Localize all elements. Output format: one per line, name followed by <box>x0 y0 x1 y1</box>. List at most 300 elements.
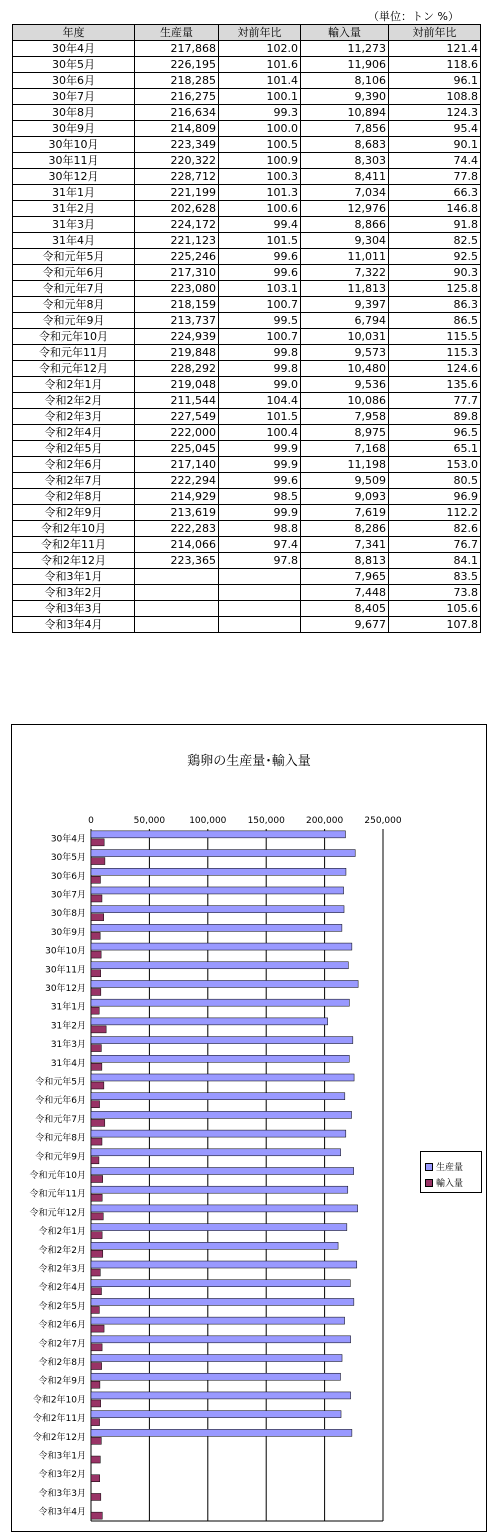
x-tick-label: 100,000 <box>189 816 227 826</box>
table-row <box>13 265 481 281</box>
cell-production-yoy <box>219 601 301 617</box>
cell-imports-yoy: 107.8 <box>389 617 481 633</box>
cell-production: 223,365 <box>135 553 219 569</box>
category-label: 令和2年6月 <box>38 1320 86 1331</box>
category-label: 令和元年5月 <box>35 1077 86 1088</box>
cell-production-yoy: 99.6 <box>219 265 301 281</box>
cell-period: 令和元年8月 <box>13 297 135 313</box>
cell-production: 218,285 <box>135 73 219 89</box>
cell-production-yoy: 99.8 <box>219 361 301 377</box>
cell-imports: 7,341 <box>301 537 389 553</box>
cell-production-yoy <box>219 617 301 633</box>
legend-label-production: 生産量 <box>436 1163 464 1173</box>
cell-production-yoy: 98.5 <box>219 489 301 505</box>
cell-production: 221,123 <box>135 233 219 249</box>
legend-swatch-production <box>425 1163 433 1171</box>
cell-period: 30年7月 <box>13 89 135 105</box>
chart-title: 鶏卵の生産量･輸入量 <box>187 754 311 769</box>
table-row <box>13 601 481 617</box>
cell-production-yoy: 99.9 <box>219 505 301 521</box>
cell-imports: 7,856 <box>301 121 389 137</box>
bar-imports <box>91 951 101 958</box>
header-production: 生産量 <box>135 25 219 41</box>
cell-imports: 8,303 <box>301 153 389 169</box>
table-header-row <box>13 25 481 41</box>
table-row <box>13 617 481 633</box>
cell-imports-yoy: 125.8 <box>389 281 481 297</box>
category-label: 30年6月 <box>50 871 86 882</box>
cell-production: 224,172 <box>135 217 219 233</box>
category-label: 30年10月 <box>45 946 86 957</box>
cell-imports: 9,509 <box>301 473 389 489</box>
table-row <box>13 137 481 153</box>
cell-imports-yoy: 115.3 <box>389 345 481 361</box>
cell-imports: 9,677 <box>301 617 389 633</box>
cell-production-yoy: 99.6 <box>219 473 301 489</box>
cell-imports: 9,536 <box>301 377 389 393</box>
bar-production <box>91 1130 346 1137</box>
cell-production: 221,199 <box>135 185 219 201</box>
bar-production <box>91 1186 348 1193</box>
category-label: 令和元年12月 <box>29 1208 86 1219</box>
bar-production <box>91 1111 352 1118</box>
cell-imports-yoy: 86.5 <box>389 313 481 329</box>
category-label: 令和元年9月 <box>35 1152 86 1163</box>
table-row <box>13 169 481 185</box>
cell-period: 令和2年1月 <box>13 377 135 393</box>
cell-production-yoy: 100.9 <box>219 153 301 169</box>
x-tick-label: 0 <box>88 816 94 826</box>
cell-imports-yoy: 92.5 <box>389 249 481 265</box>
bar-production <box>91 1392 351 1399</box>
cell-production-yoy: 99.5 <box>219 313 301 329</box>
bar-production <box>91 1317 345 1324</box>
cell-production <box>135 569 219 585</box>
bar-production <box>91 1411 341 1418</box>
cell-imports: 7,322 <box>301 265 389 281</box>
cell-production-yoy: 102.0 <box>219 41 301 57</box>
cell-period: 30年8月 <box>13 105 135 121</box>
category-label: 令和2年1月 <box>38 1227 86 1238</box>
cell-production-yoy: 101.5 <box>219 233 301 249</box>
cell-imports-yoy: 121.4 <box>389 41 481 57</box>
cell-imports-yoy: 77.8 <box>389 169 481 185</box>
cell-imports: 9,304 <box>301 233 389 249</box>
table-row <box>13 57 481 73</box>
chart-categories <box>30 832 86 1517</box>
bar-imports <box>91 839 104 846</box>
category-label: 令和2年7月 <box>38 1339 86 1350</box>
table-row <box>13 281 481 297</box>
bar-imports <box>91 1213 103 1220</box>
cell-production: 216,634 <box>135 105 219 121</box>
category-label: 令和元年10月 <box>29 1171 86 1181</box>
header-imports-yoy: 対前年比 <box>389 25 481 41</box>
table-row <box>13 377 481 393</box>
cell-production-yoy: 99.6 <box>219 249 301 265</box>
cell-production-yoy: 101.5 <box>219 409 301 425</box>
cell-period: 令和3年2月 <box>13 585 135 601</box>
category-label: 令和2年5月 <box>38 1301 86 1312</box>
cell-period: 令和元年10月 <box>13 329 135 345</box>
cell-production: 217,868 <box>135 41 219 57</box>
bar-imports <box>91 1288 101 1295</box>
cell-imports: 8,405 <box>301 601 389 617</box>
cell-imports-yoy: 66.3 <box>389 185 481 201</box>
table-row <box>13 537 481 553</box>
cell-imports: 8,411 <box>301 169 389 185</box>
cell-imports-yoy: 86.3 <box>389 297 481 313</box>
cell-imports-yoy: 105.6 <box>389 601 481 617</box>
table-row <box>13 201 481 217</box>
cell-imports: 8,286 <box>301 521 389 537</box>
table-row <box>13 249 481 265</box>
table-row <box>13 233 481 249</box>
cell-period: 令和2年10月 <box>13 521 135 537</box>
chart-bars <box>91 831 358 1519</box>
cell-imports: 10,894 <box>301 105 389 121</box>
cell-production: 224,939 <box>135 329 219 345</box>
cell-period: 30年5月 <box>13 57 135 73</box>
category-label: 30年11月 <box>45 965 86 976</box>
bar-imports <box>91 858 105 865</box>
bar-imports <box>91 1007 99 1014</box>
cell-production-yoy: 99.8 <box>219 345 301 361</box>
cell-imports-yoy: 124.3 <box>389 105 481 121</box>
bar-imports <box>91 1419 100 1426</box>
cell-production: 217,310 <box>135 265 219 281</box>
cell-imports-yoy: 89.8 <box>389 409 481 425</box>
cell-production: 228,292 <box>135 361 219 377</box>
cell-imports: 11,813 <box>301 281 389 297</box>
cell-production: 211,544 <box>135 393 219 409</box>
bar-imports <box>91 1138 102 1145</box>
cell-imports-yoy: 77.7 <box>389 393 481 409</box>
cell-period: 令和3年4月 <box>13 617 135 633</box>
category-label: 30年8月 <box>50 909 86 920</box>
cell-period: 令和元年6月 <box>13 265 135 281</box>
table-row <box>13 329 481 345</box>
table-row <box>13 73 481 89</box>
bar-imports <box>91 1082 104 1089</box>
category-label: 31年2月 <box>50 1021 86 1032</box>
bar-imports <box>91 1363 102 1370</box>
x-tick-label: 250,000 <box>364 816 402 826</box>
category-label: 令和3年2月 <box>38 1470 86 1481</box>
unit-note: （単位：トン %） <box>368 10 459 23</box>
bar-production <box>91 1261 357 1268</box>
table-row <box>13 489 481 505</box>
bar-production <box>91 868 346 875</box>
cell-imports-yoy: 83.5 <box>389 569 481 585</box>
bar-production <box>91 943 352 950</box>
cell-imports-yoy: 108.8 <box>389 89 481 105</box>
category-label: 令和2年9月 <box>38 1376 86 1387</box>
cell-period: 令和元年11月 <box>13 345 135 361</box>
cell-period: 30年6月 <box>13 73 135 89</box>
cell-production-yoy: 101.6 <box>219 57 301 73</box>
cell-period: 令和2年2月 <box>13 393 135 409</box>
cell-period: 令和3年1月 <box>13 569 135 585</box>
bar-production <box>91 906 344 913</box>
cell-imports: 10,031 <box>301 329 389 345</box>
cell-imports-yoy: 96.5 <box>389 425 481 441</box>
category-label: 令和2年11月 <box>32 1414 86 1425</box>
cell-production: 225,045 <box>135 441 219 457</box>
cell-production: 222,000 <box>135 425 219 441</box>
bar-imports <box>91 1232 102 1239</box>
category-label: 令和元年7月 <box>35 1114 86 1125</box>
cell-production-yoy: 99.9 <box>219 457 301 473</box>
bar-production <box>91 1298 354 1305</box>
cell-period: 30年10月 <box>13 137 135 153</box>
cell-period: 令和2年5月 <box>13 441 135 457</box>
cell-production-yoy: 100.0 <box>219 121 301 137</box>
bar-imports <box>91 970 101 977</box>
category-label: 30年9月 <box>50 927 86 938</box>
cell-production: 225,246 <box>135 249 219 265</box>
cell-imports: 11,198 <box>301 457 389 473</box>
category-label: 令和2年2月 <box>38 1245 86 1256</box>
bar-imports <box>91 1493 101 1500</box>
cell-imports-yoy: 95.4 <box>389 121 481 137</box>
bar-imports <box>91 876 100 883</box>
table-row <box>13 393 481 409</box>
legend-swatch-imports <box>425 1179 433 1187</box>
category-label: 30年7月 <box>50 890 86 901</box>
bar-production <box>91 1074 354 1081</box>
cell-imports-yoy: 76.7 <box>389 537 481 553</box>
cell-production-yoy: 100.4 <box>219 425 301 441</box>
cell-imports-yoy: 153.0 <box>389 457 481 473</box>
cell-production <box>135 585 219 601</box>
bar-imports <box>91 1045 101 1052</box>
header-imports: 輸入量 <box>301 25 389 41</box>
bar-production <box>91 831 345 838</box>
cell-imports: 12,976 <box>301 201 389 217</box>
category-label: 30年4月 <box>50 834 86 845</box>
cell-imports-yoy: 80.5 <box>389 473 481 489</box>
category-label: 30年12月 <box>45 983 86 994</box>
cell-period: 令和2年3月 <box>13 409 135 425</box>
bar-production <box>91 850 355 857</box>
chart-legend <box>420 1151 482 1193</box>
table-row <box>13 41 481 57</box>
cell-imports-yoy: 82.5 <box>389 233 481 249</box>
cell-imports-yoy: 84.1 <box>389 553 481 569</box>
category-label: 31年3月 <box>50 1040 86 1051</box>
cell-production: 214,066 <box>135 537 219 553</box>
cell-production: 227,549 <box>135 409 219 425</box>
data-table <box>12 24 481 633</box>
cell-imports-yoy: 118.6 <box>389 57 481 73</box>
category-label: 30年5月 <box>50 853 86 864</box>
cell-imports: 10,086 <box>301 393 389 409</box>
legend-label-imports: 輸入量 <box>436 1179 464 1189</box>
cell-production: 228,712 <box>135 169 219 185</box>
table-row <box>13 345 481 361</box>
cell-period: 令和3年3月 <box>13 601 135 617</box>
cell-production: 213,619 <box>135 505 219 521</box>
bar-imports <box>91 1101 100 1108</box>
cell-imports-yoy: 146.8 <box>389 201 481 217</box>
cell-production: 223,080 <box>135 281 219 297</box>
table-row <box>13 313 481 329</box>
cell-production: 220,322 <box>135 153 219 169</box>
bar-imports <box>91 1194 102 1201</box>
cell-imports: 9,397 <box>301 297 389 313</box>
cell-imports: 8,866 <box>301 217 389 233</box>
cell-imports: 7,034 <box>301 185 389 201</box>
bar-imports <box>91 1176 103 1183</box>
cell-imports: 8,106 <box>301 73 389 89</box>
table-row <box>13 457 481 473</box>
category-label: 令和3年1月 <box>38 1451 86 1462</box>
legend-item-imports <box>425 1176 463 1189</box>
cell-production: 219,848 <box>135 345 219 361</box>
bar-imports <box>91 1344 102 1351</box>
bar-imports <box>91 988 101 995</box>
table-row <box>13 153 481 169</box>
cell-production: 226,195 <box>135 57 219 73</box>
cell-production: 214,809 <box>135 121 219 137</box>
table-row <box>13 105 481 121</box>
cell-production <box>135 617 219 633</box>
cell-production-yoy: 100.7 <box>219 297 301 313</box>
cell-period: 令和元年5月 <box>13 249 135 265</box>
bar-imports <box>91 1475 100 1482</box>
bar-production <box>91 980 358 987</box>
cell-production-yoy: 101.4 <box>219 73 301 89</box>
cell-production-yoy: 99.4 <box>219 217 301 233</box>
cell-period: 令和2年8月 <box>13 489 135 505</box>
cell-period: 令和2年11月 <box>13 537 135 553</box>
cell-imports: 11,906 <box>301 57 389 73</box>
cell-production: 202,628 <box>135 201 219 217</box>
cell-imports: 10,480 <box>301 361 389 377</box>
cell-production-yoy: 100.5 <box>219 137 301 153</box>
cell-production-yoy: 99.3 <box>219 105 301 121</box>
cell-period: 30年9月 <box>13 121 135 137</box>
bar-imports <box>91 1381 100 1388</box>
cell-imports: 8,975 <box>301 425 389 441</box>
cell-production-yoy: 103.1 <box>219 281 301 297</box>
bar-imports <box>91 1063 102 1070</box>
cell-imports-yoy: 124.6 <box>389 361 481 377</box>
cell-production-yoy <box>219 569 301 585</box>
category-label: 令和2年8月 <box>38 1358 86 1369</box>
bar-imports <box>91 1437 101 1444</box>
table-row <box>13 89 481 105</box>
cell-production: 214,929 <box>135 489 219 505</box>
cell-imports-yoy: 65.1 <box>389 441 481 457</box>
cell-production-yoy: 100.7 <box>219 329 301 345</box>
table-row <box>13 297 481 313</box>
table-row <box>13 521 481 537</box>
bar-imports <box>91 1400 101 1407</box>
cell-production-yoy: 98.8 <box>219 521 301 537</box>
cell-period: 31年3月 <box>13 217 135 233</box>
cell-imports-yoy: 90.3 <box>389 265 481 281</box>
category-label: 令和元年11月 <box>29 1189 86 1200</box>
bar-production <box>91 1149 341 1156</box>
cell-imports: 7,619 <box>301 505 389 521</box>
cell-production-yoy: 99.9 <box>219 441 301 457</box>
bar-imports <box>91 1119 105 1126</box>
bar-production <box>91 1205 358 1212</box>
table-row <box>13 361 481 377</box>
x-tick-label: 50,000 <box>133 816 166 826</box>
cell-production: 219,048 <box>135 377 219 393</box>
category-label: 令和元年6月 <box>35 1096 86 1107</box>
cell-period: 30年11月 <box>13 153 135 169</box>
bar-imports <box>91 914 104 921</box>
cell-production-yoy: 104.4 <box>219 393 301 409</box>
bar-imports <box>91 1250 103 1257</box>
bar-production <box>91 1336 351 1343</box>
category-label: 31年4月 <box>50 1058 86 1069</box>
table-row <box>13 585 481 601</box>
cell-production-yoy: 97.8 <box>219 553 301 569</box>
cell-period: 31年1月 <box>13 185 135 201</box>
cell-imports: 7,168 <box>301 441 389 457</box>
cell-imports: 11,011 <box>301 249 389 265</box>
cell-imports-yoy: 82.6 <box>389 521 481 537</box>
cell-imports-yoy: 90.1 <box>389 137 481 153</box>
cell-period: 令和2年12月 <box>13 553 135 569</box>
chart-area <box>11 724 487 1532</box>
table-row <box>13 217 481 233</box>
cell-period: 30年12月 <box>13 169 135 185</box>
cell-production: 213,737 <box>135 313 219 329</box>
cell-imports-yoy: 73.8 <box>389 585 481 601</box>
category-label: 令和3年4月 <box>38 1507 86 1518</box>
bar-production <box>91 1037 353 1044</box>
cell-imports-yoy: 112.2 <box>389 505 481 521</box>
bar-imports <box>91 895 102 902</box>
category-label: 令和2年3月 <box>38 1264 86 1275</box>
cell-imports-yoy: 135.6 <box>389 377 481 393</box>
cell-period: 31年4月 <box>13 233 135 249</box>
cell-imports-yoy: 96.1 <box>389 73 481 89</box>
bar-imports <box>91 1157 99 1164</box>
cell-imports: 11,273 <box>301 41 389 57</box>
table-row <box>13 185 481 201</box>
bar-production <box>91 1373 341 1380</box>
header-period: 年度 <box>13 25 135 41</box>
cell-production-yoy: 101.3 <box>219 185 301 201</box>
legend-item-production <box>425 1160 463 1173</box>
bar-imports <box>91 1269 100 1276</box>
category-label: 令和2年4月 <box>38 1283 86 1294</box>
table-row <box>13 441 481 457</box>
cell-imports-yoy: 74.4 <box>389 153 481 169</box>
cell-production: 216,275 <box>135 89 219 105</box>
category-label: 令和3年3月 <box>38 1488 86 1499</box>
cell-period: 31年2月 <box>13 201 135 217</box>
x-tick-label: 150,000 <box>247 816 285 826</box>
cell-period: 令和元年7月 <box>13 281 135 297</box>
bar-imports <box>91 1306 99 1313</box>
cell-production-yoy: 100.1 <box>219 89 301 105</box>
table-row <box>13 505 481 521</box>
cell-production <box>135 601 219 617</box>
cell-imports: 7,958 <box>301 409 389 425</box>
cell-production: 222,283 <box>135 521 219 537</box>
cell-imports-yoy: 91.8 <box>389 217 481 233</box>
cell-production: 223,349 <box>135 137 219 153</box>
cell-imports: 8,683 <box>301 137 389 153</box>
